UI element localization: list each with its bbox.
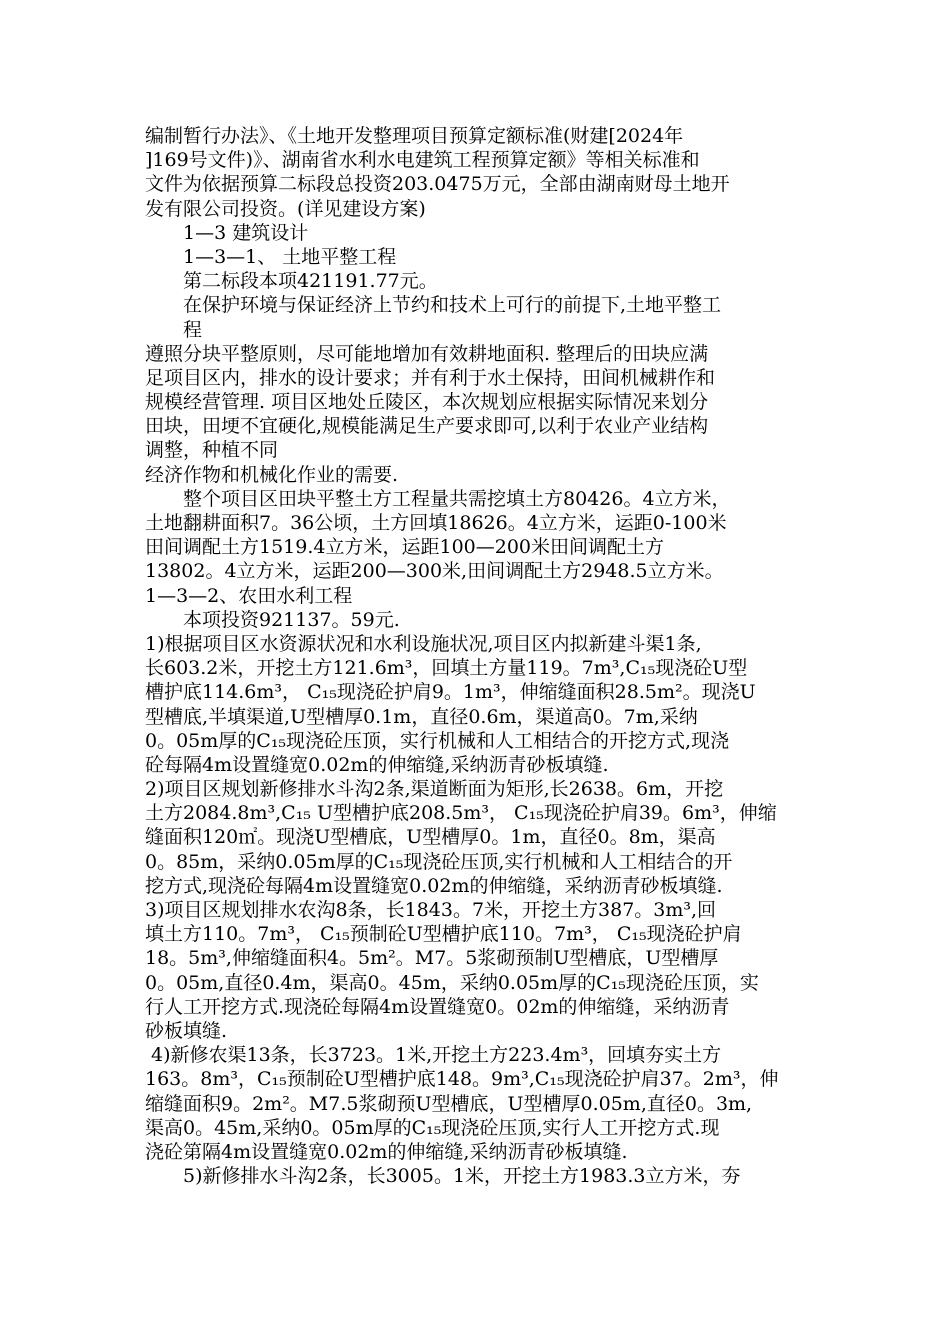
text-line: 土地翻耕面积7。36公顷，土方回填18626。4立方米，运距0-100米 [145, 512, 727, 534]
text-line: 1—3—1、 土地平整工程 [183, 245, 397, 268]
text-line: ]169号文件)》、湖南省水利水电建筑工程预算定额》等相关标准和 [145, 149, 700, 172]
text-line: 5)新修排水斗沟2条，长3005。1米，开挖土方1983.3立方米，夯 [183, 1165, 741, 1188]
document-body [145, 124, 809, 1188]
text-line: 4)新修农渠13条，长3723。1米,开挖土方223.4m³，回填夯实土方 [151, 1044, 722, 1067]
text-line: 1—3—2、农田水利工程 [145, 584, 353, 607]
text-line: 13802。4立方米，运距200—300米,田间调配土方2948.5立方米。 [145, 560, 724, 583]
text-line: 行人工开挖方式.现浇砼每隔4m设置缝宽0。02m的伸缩缝，采纳沥青 [145, 995, 730, 1018]
text-line: 发有限公司投资。(详见建设方案) [145, 197, 426, 220]
text-line: 槽护底114.6m³， C₁₅现浇砼护肩9。1m³，伸缩缝面积28.5m²。现浇U [145, 681, 756, 704]
text-line: 砼每隔4m设置缝宽0.02m的伸缩缝,采纳沥青砂板填缝. [145, 753, 609, 776]
text-line: 缩缝面积9。2m²。M7.5浆砌预U型槽底，U型槽厚0.05m,直径0。3m, [145, 1092, 753, 1115]
text-line: 0。05m厚的C₁₅现浇砼压顶，实行机械和人工相结合的开挖方式,现浇 [145, 729, 730, 752]
text-line: 18。5m³,伸缩缝面积4。5m²。M7。5浆砌预制U型槽底，U型槽厚 [145, 947, 719, 970]
text-line: 田间调配土方1519.4立方米，运距100—200米田间调配土方 [145, 536, 665, 559]
text-line: 3)项目区规划排水农沟8条，长1843。7米，开挖土方387。3m³,回 [145, 899, 717, 921]
text-line: 1)根据项目区水资源状况和水利设施状况,项目区内拟新建斗渠1条, [145, 632, 702, 655]
text-line: 0。05m,直径0.4m，渠高0。45m，采纳0.05m厚的C₁₅现浇砼压顶，实 [145, 971, 759, 994]
text-line: 挖方式,现浇砼每隔4m设置缝宽0.02m的伸缩缝，采纳沥青砂板填缝. [145, 874, 723, 897]
text-line: 田块，田埂不宜硬化,规模能满足生产要求即可,以利于农业产业结构 [145, 415, 709, 438]
text-line: 土方2084.8m³,C₁₅ U型槽护底208.5m³， C₁₅现浇砼护肩39。6m³，伸缩 [145, 802, 777, 825]
text-line: 经济作物和机械化作业的需要. [145, 463, 399, 486]
text-line: 遵照分块平整原则，尽可能地增加有效耕地面积. 整理后的田块应满 [145, 342, 709, 365]
text-line: 规模经营管理. 项目区地处丘陵区，本次规划应根据实际情况来划分 [145, 391, 709, 414]
text-line: 浇砼第隔4m设置缝宽0.02m的伸缩缝,采纳沥青砂板填缝. [145, 1140, 628, 1163]
text-line: 缝面积120㎡。现浇U型槽底，U型槽厚0。1m，直径0。8m，渠高 [145, 826, 716, 849]
text-line: 0。85m，采纳0.05m厚的C₁₅现浇砼压顶,实行机械和人工相结合的开 [145, 850, 733, 873]
text-line: 程 [183, 318, 203, 341]
text-line: 163。8m³，C₁₅预制砼U型槽护底148。9m³,C₁₅现浇砼护肩37。2m³，伸 [145, 1068, 779, 1091]
text-line: 本项投资921137。59元. [183, 608, 400, 631]
text-line: 调整，种植不同 [145, 439, 279, 462]
text-line: 长603.2米，开挖土方121.6m³，回填土方量119。7m³,C₁₅现浇砼U型 [145, 657, 748, 680]
text-line: 2)项目区规划新修排水斗沟2条,渠道断面为矩形,长2638。6m，开挖 [145, 778, 724, 801]
text-line: 整个项目区田块平整土方工程量共需挖填土方80426。4立方米， [183, 487, 731, 510]
text-line: 砂板填缝. [145, 1019, 228, 1042]
text-line: 型槽底,半填渠道,U型槽厚0.1m，直径0.6m，渠道高0。7m,采纳 [145, 705, 698, 728]
text-line: 在保护环境与保证经济上节约和技术上可行的前提下,土地平整工 [183, 294, 722, 317]
text-line: 1—3 建筑设计 [183, 221, 309, 244]
text-line: 第二标段本项421191.77元。 [183, 270, 438, 293]
text-line: 文件为依据预算二标段总投资203.0475万元，全部由湖南财母土地开 [145, 173, 730, 196]
text-line: 编制暂行办法》、《土地开发整理项目预算定额标准(财建[2024年 [145, 125, 684, 147]
text-line: 渠高0。45m,采纳0。05m厚的C₁₅现浇砼压顶,实行人工开挖方式.现 [145, 1116, 720, 1139]
text-line: 填土方110。7m³， C₁₅预制砼U型槽护底110。7m³， C₁₅现浇砼护肩 [145, 923, 742, 946]
text-line: 足项目区内，排水的设计要求；并有利于水土保持，田间机械耕作和 [145, 366, 716, 389]
